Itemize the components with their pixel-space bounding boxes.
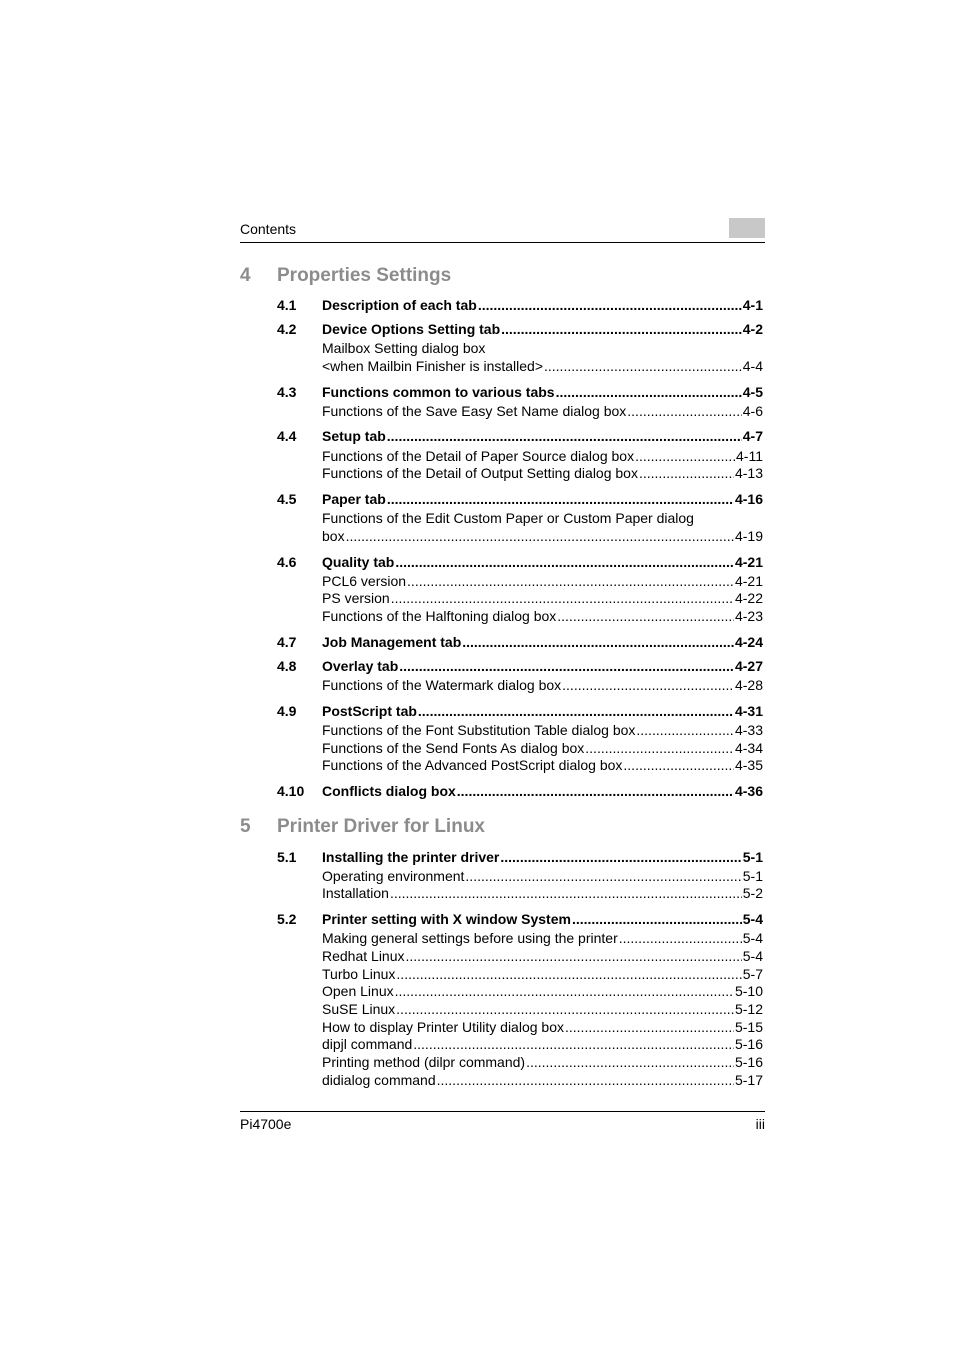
- entry-page: 4-27: [734, 658, 763, 674]
- entry-page: 4-31: [734, 703, 763, 719]
- toc-entry-4-2[interactable]: [277, 320, 763, 338]
- header-tab-marker: [729, 218, 765, 238]
- entry-title: Conflicts dialog box: [322, 783, 456, 799]
- entry-title: Functions of the Font Substitution Table dialog box: [322, 722, 636, 738]
- dot-leader: [387, 490, 734, 508]
- entry-page: 5-17: [734, 1072, 763, 1088]
- entry-title: Functions of the Detail of Output Setting dialog box: [322, 465, 638, 481]
- dot-leader: [478, 296, 742, 314]
- entry-title: PostScript tab: [322, 703, 417, 719]
- toc-subentry[interactable]: [322, 756, 763, 774]
- dot-leader: [395, 982, 734, 1000]
- dot-leader: [462, 633, 734, 651]
- entry-page: 4-23: [734, 608, 763, 624]
- section-number: 4.6: [277, 554, 297, 570]
- entry-page: 4-34: [734, 740, 763, 756]
- dot-leader: [406, 947, 742, 965]
- entry-title: box: [322, 528, 345, 544]
- entry-page: 5-16: [734, 1036, 763, 1052]
- dot-leader: [501, 320, 742, 338]
- chapter-5-heading: [240, 816, 765, 840]
- toc-entry-4-7[interactable]: [277, 633, 763, 651]
- toc-entry-4-9[interactable]: [277, 702, 763, 720]
- toc-subentry[interactable]: [322, 1018, 763, 1036]
- dot-leader: [437, 1071, 734, 1089]
- entry-page: 5-16: [734, 1054, 763, 1070]
- section-number: 4.5: [277, 491, 297, 507]
- section-number: 4.7: [277, 634, 297, 650]
- toc-subentry[interactable]: [322, 1000, 763, 1018]
- entry-title: Functions of the Send Fonts As dialog box: [322, 740, 585, 756]
- entry-title: Turbo Linux: [322, 966, 396, 982]
- entry-title: Printer setting with X window System: [322, 911, 571, 927]
- header-label: Contents: [240, 221, 297, 237]
- toc-subentry[interactable]: [322, 929, 763, 947]
- chapter-number: 5: [240, 816, 251, 837]
- entry-page: 4-19: [734, 528, 763, 544]
- entry-title: Paper tab: [322, 491, 386, 507]
- entry-page: 4-28: [734, 677, 763, 693]
- entry-title: PS version: [322, 590, 390, 606]
- entry-title: Open Linux: [322, 983, 394, 999]
- entry-page: 4-6: [742, 403, 763, 419]
- entry-page: 5-1: [742, 868, 763, 884]
- entry-title: didialog command: [322, 1072, 436, 1088]
- entry-title: Operating environment: [322, 868, 465, 884]
- section-number: 4.1: [277, 297, 297, 313]
- dot-leader: [544, 357, 742, 375]
- dot-leader: [396, 965, 741, 983]
- toc-entry-5-1[interactable]: [277, 848, 763, 866]
- entry-title: PCL6 version: [322, 573, 407, 589]
- section-number: 5.1: [277, 849, 297, 865]
- entry-page: 4-7: [742, 428, 763, 444]
- dot-leader: [457, 782, 734, 800]
- dot-leader: [413, 1035, 734, 1053]
- section-number: 4.3: [277, 384, 297, 400]
- entry-page: 5-12: [734, 1001, 763, 1017]
- entry-page: 4-21: [734, 573, 763, 589]
- dot-leader: [585, 739, 734, 757]
- entry-title: Job Management tab: [322, 634, 462, 650]
- entry-page: 4-1: [742, 297, 763, 313]
- toc-subentry[interactable]: [322, 509, 763, 527]
- dot-leader: [636, 721, 734, 739]
- entry-page: 4-33: [734, 722, 763, 738]
- page-footer: [240, 1111, 765, 1136]
- entry-page: 5-10: [734, 983, 763, 999]
- page-header: [240, 214, 765, 243]
- toc-subentry[interactable]: [322, 527, 763, 545]
- entry-page: 4-4: [742, 358, 763, 374]
- section-number: 4.2: [277, 321, 297, 337]
- dot-leader: [623, 756, 734, 774]
- toc-subentry[interactable]: [322, 464, 763, 482]
- entry-title: Making general settings before using the printer: [322, 930, 618, 946]
- entry-title: Mailbox Setting dialog box: [322, 340, 486, 356]
- dot-leader: [619, 929, 742, 947]
- entry-title: Overlay tab: [322, 658, 399, 674]
- toc-subentry[interactable]: [322, 1053, 763, 1071]
- entry-title: Setup tab: [322, 428, 386, 444]
- toc-subentry-mailbox[interactable]: [322, 339, 763, 357]
- dot-leader: [391, 589, 734, 607]
- toc-subentry[interactable]: [322, 607, 763, 625]
- entry-title: Functions of the Save Easy Set Name dialog box: [322, 403, 627, 419]
- entry-title: dipjl command: [322, 1036, 413, 1052]
- toc-subentry[interactable]: [322, 721, 763, 739]
- section-number: 4.9: [277, 703, 297, 719]
- entry-title: Installation: [322, 885, 389, 901]
- dot-leader: [565, 1018, 734, 1036]
- toc-entry-4-1[interactable]: [277, 296, 763, 314]
- entry-title: SuSE Linux: [322, 1001, 396, 1017]
- toc-entry-4-5[interactable]: [277, 490, 763, 508]
- toc-entry-4-4[interactable]: [277, 427, 763, 445]
- dot-leader: [635, 447, 735, 465]
- chapter-4-heading: [240, 265, 765, 289]
- section-number: 4.8: [277, 658, 297, 674]
- toc-subentry[interactable]: [322, 1035, 763, 1053]
- dot-leader: [346, 527, 734, 545]
- toc-entry-4-8[interactable]: [277, 657, 763, 675]
- dot-leader: [399, 657, 734, 675]
- entry-page: 5-4: [742, 948, 763, 964]
- entry-page: 5-15: [734, 1019, 763, 1035]
- toc-entry-4-6[interactable]: [277, 553, 763, 571]
- dot-leader: [396, 1000, 734, 1018]
- entry-title: Functions of the Halftoning dialog box: [322, 608, 557, 624]
- entry-page: 5-1: [742, 849, 763, 865]
- toc-entry-4-3[interactable]: [277, 383, 763, 401]
- chapter-title: Properties Settings: [277, 265, 452, 286]
- dot-leader: [418, 702, 734, 720]
- toc-subentry[interactable]: [322, 447, 763, 465]
- toc-entry-5-2[interactable]: [277, 910, 763, 928]
- toc-subentry[interactable]: [322, 572, 763, 590]
- entry-page: 4-5: [742, 384, 763, 400]
- footer-page-number: iii: [755, 1116, 765, 1132]
- toc-subentry[interactable]: [322, 739, 763, 757]
- section-number: 5.2: [277, 911, 297, 927]
- entry-page: 4-24: [734, 634, 763, 650]
- footer-model: Pi4700e: [240, 1116, 292, 1132]
- entry-page: 5-4: [742, 911, 763, 927]
- section-number: 4.10: [277, 783, 305, 799]
- dot-leader: [572, 910, 742, 928]
- entry-page: 4-36: [734, 783, 763, 799]
- entry-title: Functions of the Detail of Paper Source dialog box: [322, 448, 635, 464]
- entry-page: 4-13: [734, 465, 763, 481]
- entry-page: 4-11: [736, 448, 763, 464]
- dot-leader: [639, 464, 734, 482]
- toc-subentry[interactable]: [322, 402, 763, 420]
- section-number: 4.4: [277, 428, 297, 444]
- entry-title: Functions common to various tabs: [322, 384, 555, 400]
- entry-page: 5-4: [742, 930, 763, 946]
- entry-title: Quality tab: [322, 554, 395, 570]
- entry-page: 4-2: [742, 321, 763, 337]
- entry-title: Device Options Setting tab: [322, 321, 501, 337]
- dot-leader: [526, 1053, 734, 1071]
- toc-subentry[interactable]: [322, 982, 763, 1000]
- dot-leader: [557, 607, 734, 625]
- toc-subentry[interactable]: [322, 867, 763, 885]
- dot-leader: [465, 867, 741, 885]
- dot-leader: [562, 676, 734, 694]
- entry-title: How to display Printer Utility dialog box: [322, 1019, 564, 1035]
- entry-title: Printing method (dilpr command): [322, 1054, 526, 1070]
- chapter-number: 4: [240, 265, 251, 286]
- dot-leader: [556, 383, 742, 401]
- dot-leader: [407, 572, 734, 590]
- entry-title: Description of each tab: [322, 297, 477, 313]
- toc-subentry[interactable]: [322, 676, 763, 694]
- chapter-title: Printer Driver for Linux: [277, 816, 485, 837]
- entry-page: 4-16: [734, 491, 763, 507]
- toc-subentry[interactable]: [322, 947, 763, 965]
- entry-title: Functions of the Watermark dialog box: [322, 677, 562, 693]
- dot-leader: [500, 848, 741, 866]
- entry-page: 4-35: [734, 757, 763, 773]
- toc-subentry[interactable]: [322, 884, 763, 902]
- toc-subentry[interactable]: [322, 1071, 763, 1089]
- toc-subentry[interactable]: [322, 965, 763, 983]
- entry-title: Functions of the Advanced PostScript dialog box: [322, 757, 623, 773]
- entry-page: 4-22: [734, 590, 763, 606]
- entry-title: <when Mailbin Finisher is installed>: [322, 358, 543, 374]
- dot-leader: [627, 402, 741, 420]
- entry-title: Installing the printer driver: [322, 849, 500, 865]
- toc-entry-4-10[interactable]: [277, 782, 763, 800]
- entry-title: Functions of the Edit Custom Paper or Custom Paper dialog: [322, 510, 694, 526]
- entry-page: 5-2: [742, 885, 763, 901]
- entry-page: 4-21: [734, 554, 763, 570]
- dot-leader: [395, 553, 734, 571]
- toc-subentry-mailbin[interactable]: [322, 357, 763, 375]
- dot-leader: [387, 427, 742, 445]
- dot-leader: [390, 884, 742, 902]
- toc-subentry[interactable]: [322, 589, 763, 607]
- entry-page: 5-7: [742, 966, 763, 982]
- entry-title: Redhat Linux: [322, 948, 405, 964]
